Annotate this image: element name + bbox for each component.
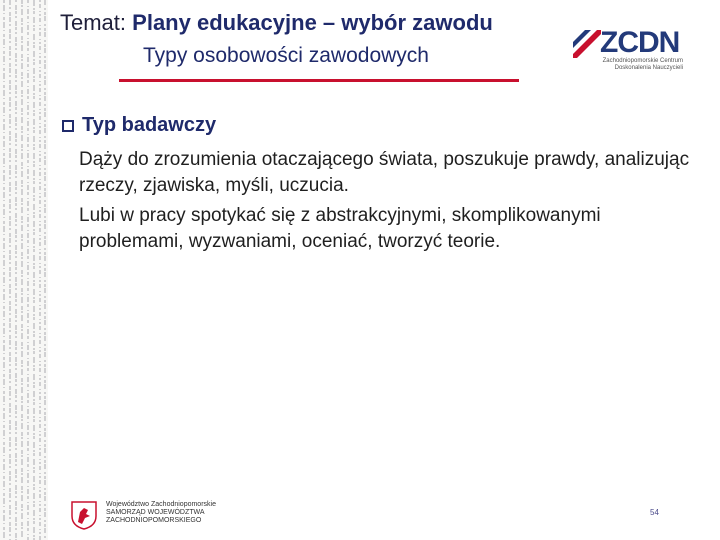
body-text (79, 147, 699, 259)
bullet-heading (62, 114, 216, 137)
paragraph: Lubi w pracy spotykać się z abstrakcyjnymi, skomplikowanymi problemami, wyzwaniami, oceniać, tworzyć teorie. (79, 205, 601, 252)
page-title (60, 10, 493, 36)
checkbox-bullet-icon (62, 120, 74, 132)
zcdn-logo-icon (571, 28, 601, 58)
title-main: Plany edukacyjne – wybór zawodu (132, 10, 493, 35)
page-subtitle: Typy osobowości zawodowych (143, 44, 429, 67)
handwriting-decoration (0, 0, 48, 540)
title-divider (119, 79, 519, 82)
page-number: 54 (650, 508, 659, 517)
footer-line: ZACHODNIOPOMORSKIEGO (106, 517, 202, 524)
bullet-title: Typ badawczy (82, 114, 217, 136)
logo-subtitle: Zachodniopomorskie Centrum Doskonalenia Nauczycieli (602, 58, 683, 71)
footer-organization (106, 501, 216, 525)
footer-line: Województwo Zachodniopomorskie (106, 501, 216, 508)
decorative-handwriting-strip (0, 0, 48, 540)
footer-line: SAMORZĄD WOJEWÓDZTWA (106, 509, 205, 516)
griffin-coat-of-arms-icon (70, 500, 98, 530)
logo-wordmark: ZCDN (600, 26, 680, 59)
paragraph: Dąży do zrozumienia otaczającego świata, poszukuje prawdy, analizując rzeczy, zjawiska, myśli, uczucia. (79, 149, 690, 196)
title-prefix: Temat: (60, 10, 127, 35)
